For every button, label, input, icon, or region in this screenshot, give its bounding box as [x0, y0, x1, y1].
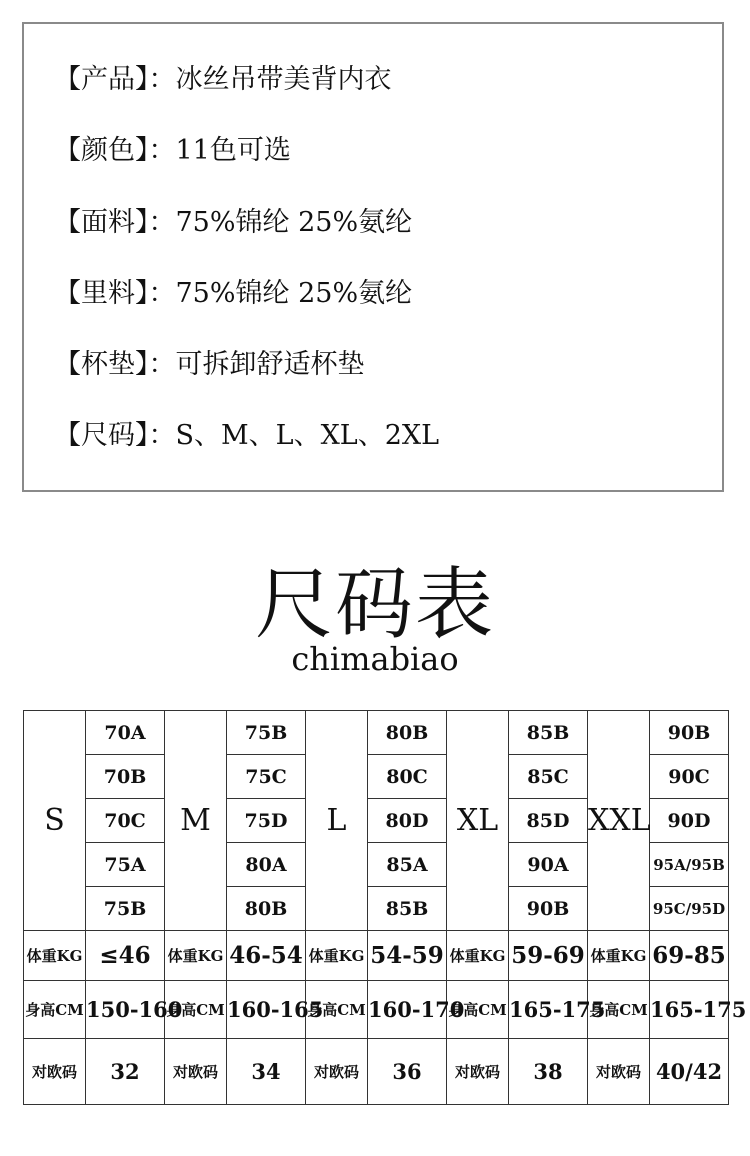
product-info-box: [22, 22, 724, 492]
info-row-sizes: [54, 413, 439, 452]
page-subtitle: chimabiao: [291, 640, 459, 678]
info-value: 可拆卸舒适杯垫: [175, 349, 365, 380]
info-value: 冰丝吊带美背内衣: [175, 64, 392, 95]
info-row-color: [54, 128, 291, 167]
size-label-xxl: XXL: [588, 711, 650, 931]
height-label: 身高CM: [165, 981, 227, 1039]
cup-cell: 85B: [509, 711, 588, 755]
weight-label: 体重KG: [24, 931, 86, 981]
weight-value: 59-69: [509, 931, 588, 981]
weight-value: ≤46: [86, 931, 165, 981]
cup-cell: 85D: [509, 799, 588, 843]
euro-value: 32: [86, 1039, 165, 1105]
info-separator: ：: [148, 207, 176, 238]
page-title: 尺码表: [254, 560, 495, 650]
weight-label: 体重KG: [165, 931, 227, 981]
info-label: 【里料】: [54, 278, 149, 309]
weight-value: 46-54: [227, 931, 306, 981]
weight-label: 体重KG: [447, 931, 509, 981]
cup-cell: 75B: [227, 711, 306, 755]
cup-cell: 90D: [650, 799, 729, 843]
cup-cell: 80C: [368, 755, 447, 799]
info-row-fabric: [54, 200, 412, 239]
euro-label: 对欧码: [588, 1039, 650, 1105]
cup-cell: 80B: [368, 711, 447, 755]
info-label: 【面料】: [54, 207, 149, 238]
info-separator: ：: [148, 278, 176, 309]
info-label: 【产品】: [54, 64, 149, 95]
cup-cell: 80D: [368, 799, 447, 843]
euro-value: 36: [368, 1039, 447, 1105]
info-separator: ：: [148, 64, 176, 95]
cup-cell: 90A: [509, 843, 588, 887]
height-value: 150-160: [86, 981, 165, 1039]
weight-label: 体重KG: [588, 931, 650, 981]
info-row-cup-pad: [54, 342, 365, 381]
height-value: 160-170: [368, 981, 447, 1039]
weight-label: 体重KG: [306, 931, 368, 981]
table-row: [24, 711, 729, 755]
height-value: 165-175: [650, 981, 729, 1039]
size-label-s: S: [24, 711, 86, 931]
height-label: 身高CM: [447, 981, 509, 1039]
height-label: 身高CM: [306, 981, 368, 1039]
info-separator: ：: [148, 420, 176, 451]
euro-label: 对欧码: [306, 1039, 368, 1105]
cup-cell: 95A/95B: [650, 843, 729, 887]
cup-cell: 75C: [227, 755, 306, 799]
size-label-xl: XL: [447, 711, 509, 931]
cup-cell: 95C/95D: [650, 887, 729, 931]
euro-value: 38: [509, 1039, 588, 1105]
table-row-height: [24, 981, 729, 1039]
cup-cell: 70A: [86, 711, 165, 755]
height-label: 身高CM: [588, 981, 650, 1039]
cup-cell: 75D: [227, 799, 306, 843]
euro-value: 40/42: [650, 1039, 729, 1105]
table-row-euro: [24, 1039, 729, 1105]
cup-cell: 90B: [509, 887, 588, 931]
info-separator: ：: [148, 135, 176, 166]
cup-cell: 75A: [86, 843, 165, 887]
info-row-product: [54, 57, 392, 96]
cup-cell: 85C: [509, 755, 588, 799]
info-label: 【尺码】: [54, 420, 149, 451]
info-value: 75%锦纶 25%氨纶: [175, 278, 413, 309]
height-label: 身高CM: [24, 981, 86, 1039]
cup-cell: 80A: [227, 843, 306, 887]
euro-label: 对欧码: [165, 1039, 227, 1105]
size-chart-table: [23, 710, 747, 1105]
cup-cell: 70C: [86, 799, 165, 843]
info-value: S、M、L、XL、2XL: [175, 420, 440, 451]
cup-cell: 90B: [650, 711, 729, 755]
size-label-m: M: [165, 711, 227, 931]
weight-value: 54-59: [368, 931, 447, 981]
euro-label: 对欧码: [24, 1039, 86, 1105]
table-row-weight: [24, 931, 729, 981]
cup-cell: 85A: [368, 843, 447, 887]
info-label: 【杯垫】: [54, 349, 149, 380]
cup-cell: 80B: [227, 887, 306, 931]
euro-value: 34: [227, 1039, 306, 1105]
cup-cell: 75B: [86, 887, 165, 931]
euro-label: 对欧码: [447, 1039, 509, 1105]
info-value: 75%锦纶 25%氨纶: [175, 207, 413, 238]
size-label-l: L: [306, 711, 368, 931]
cup-cell: 90C: [650, 755, 729, 799]
cup-cell: 85B: [368, 887, 447, 931]
weight-value: 69-85: [650, 931, 729, 981]
info-row-lining: [54, 271, 412, 310]
info-label: 【颜色】: [54, 135, 149, 166]
info-separator: ：: [148, 349, 176, 380]
info-value: 11色可选: [175, 135, 291, 166]
height-value: 160-165: [227, 981, 306, 1039]
cup-cell: 70B: [86, 755, 165, 799]
height-value: 165-175: [509, 981, 588, 1039]
